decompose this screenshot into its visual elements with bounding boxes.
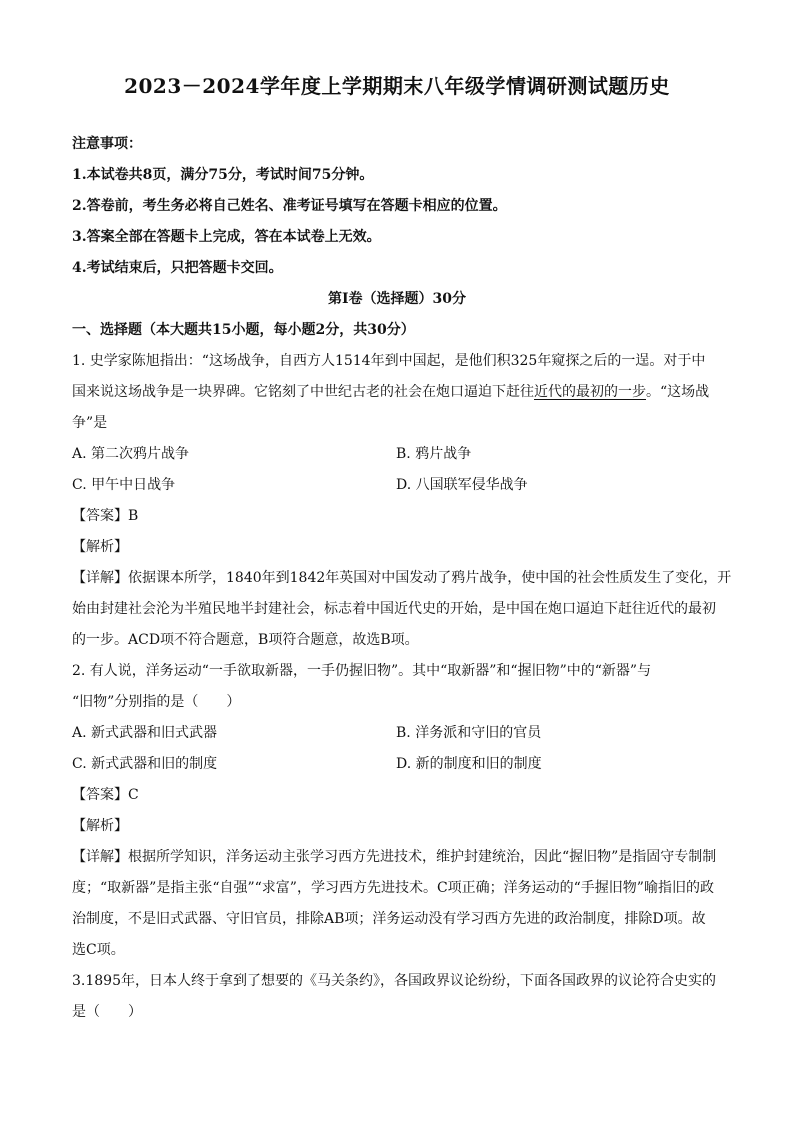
q1-option-c: C. 甲午中日战争 — [72, 477, 176, 493]
stem-text: 。“这场战 — [646, 384, 710, 400]
question-1-stem-line2 — [72, 377, 732, 408]
q1-detail: 的一步。ACD项不符合题意，B项符合题意，故选B项。 — [72, 632, 419, 648]
q1-option-b: B. 鸦片战争 — [396, 446, 472, 462]
q2-answer: 【答案】C — [72, 787, 139, 803]
exam-title: 2023－2024学年度上学期期末八年级学情调研测试题历史 — [124, 74, 670, 98]
q1-option-a: A. 第二次鸦片战争 — [72, 446, 190, 462]
q2-option-c: C. 新式武器和旧的制度 — [72, 756, 218, 772]
notice-item: 1.本试卷共8页，满分75分，考试时间75分钟。 — [72, 167, 374, 183]
question-3-stem: 3.1895年，日本人终于拿到了想要的《马关条约》，各国政界议论纷纷，下面各国政界的议论符合史实的 — [72, 973, 716, 989]
underlined-text: 近代的最初的一步 — [534, 384, 646, 400]
notice-item: 4.考试结束后，只把答题卡交回。 — [72, 260, 283, 276]
q1-analysis-label: 【解析】 — [72, 539, 128, 555]
notice-heading: 注意事项： — [72, 136, 142, 152]
q1-option-d: D. 八国联军侵华战争 — [396, 477, 528, 493]
question-2-stem-line2: “旧物”分别指的是（ ） — [72, 694, 241, 710]
question-2-stem: 2. 有人说，洋务运动“一手欲取新器，一手仍握旧物”。其中“取新器”和“握旧物”中的“新器”与 — [72, 663, 652, 679]
q2-detail: 选C项。 — [72, 942, 125, 958]
question-3-stem-line2: 是（ ） — [72, 1004, 142, 1020]
q2-detail: 度；“取新器”是指主张“自强”“求富”，学习西方先进技术。C项正确；洋务运动的“手握旧物”喻指旧的政 — [72, 880, 714, 896]
notice-item: 3.答案全部在答题卡上完成，答在本试卷上无效。 — [72, 229, 381, 245]
q2-analysis-label: 【解析】 — [72, 818, 128, 834]
q1-detail: 始由封建社会沦为半殖民地半封建社会，标志着中国近代史的开始，是中国在炮口逼迫下赶往近代的最初 — [72, 601, 716, 617]
question-1-stem: 1. 史学家陈旭指出：“这场战争，自西方人1514年到中国起，是他们积325年窥探之后的一逞。对于中 — [72, 353, 706, 369]
q1-detail: 【详解】依据课本所学，1840年到1842年英国对中国发动了鸦片战争，使中国的社会性质发生了变化，开 — [72, 570, 732, 586]
q2-option-d: D. 新的制度和旧的制度 — [396, 756, 542, 772]
part-title: 一、选择题（本大题共15小题，每小题2分，共30分） — [72, 322, 415, 338]
q2-detail: 治制度，不是旧式武器、守旧官员，排除AB项；洋务运动没有学习西方先进的政治制度，排除D项。故 — [72, 911, 706, 927]
q2-option-b: B. 洋务派和守旧的官员 — [396, 725, 542, 741]
notice-item: 2.答卷前，考生务必将自己姓名、准考证号填写在答题卡相应的位置。 — [72, 198, 507, 214]
section-title: 第Ⅰ卷（选择题）30分 — [327, 291, 467, 307]
q2-option-a: A. 新式武器和旧式武器 — [72, 725, 218, 741]
question-1-stem-line3: 争”是 — [72, 415, 108, 431]
stem-text: 国来说这场战争是一块界碑。它铭刻了中世纪古老的社会在炮口逼迫下赶往 — [72, 384, 534, 400]
q2-detail: 【详解】根据所学知识，洋务运动主张学习西方先进技术，维护封建统治，因此“握旧物”是指固守专制制 — [72, 849, 717, 865]
q1-answer: 【答案】B — [72, 508, 139, 524]
